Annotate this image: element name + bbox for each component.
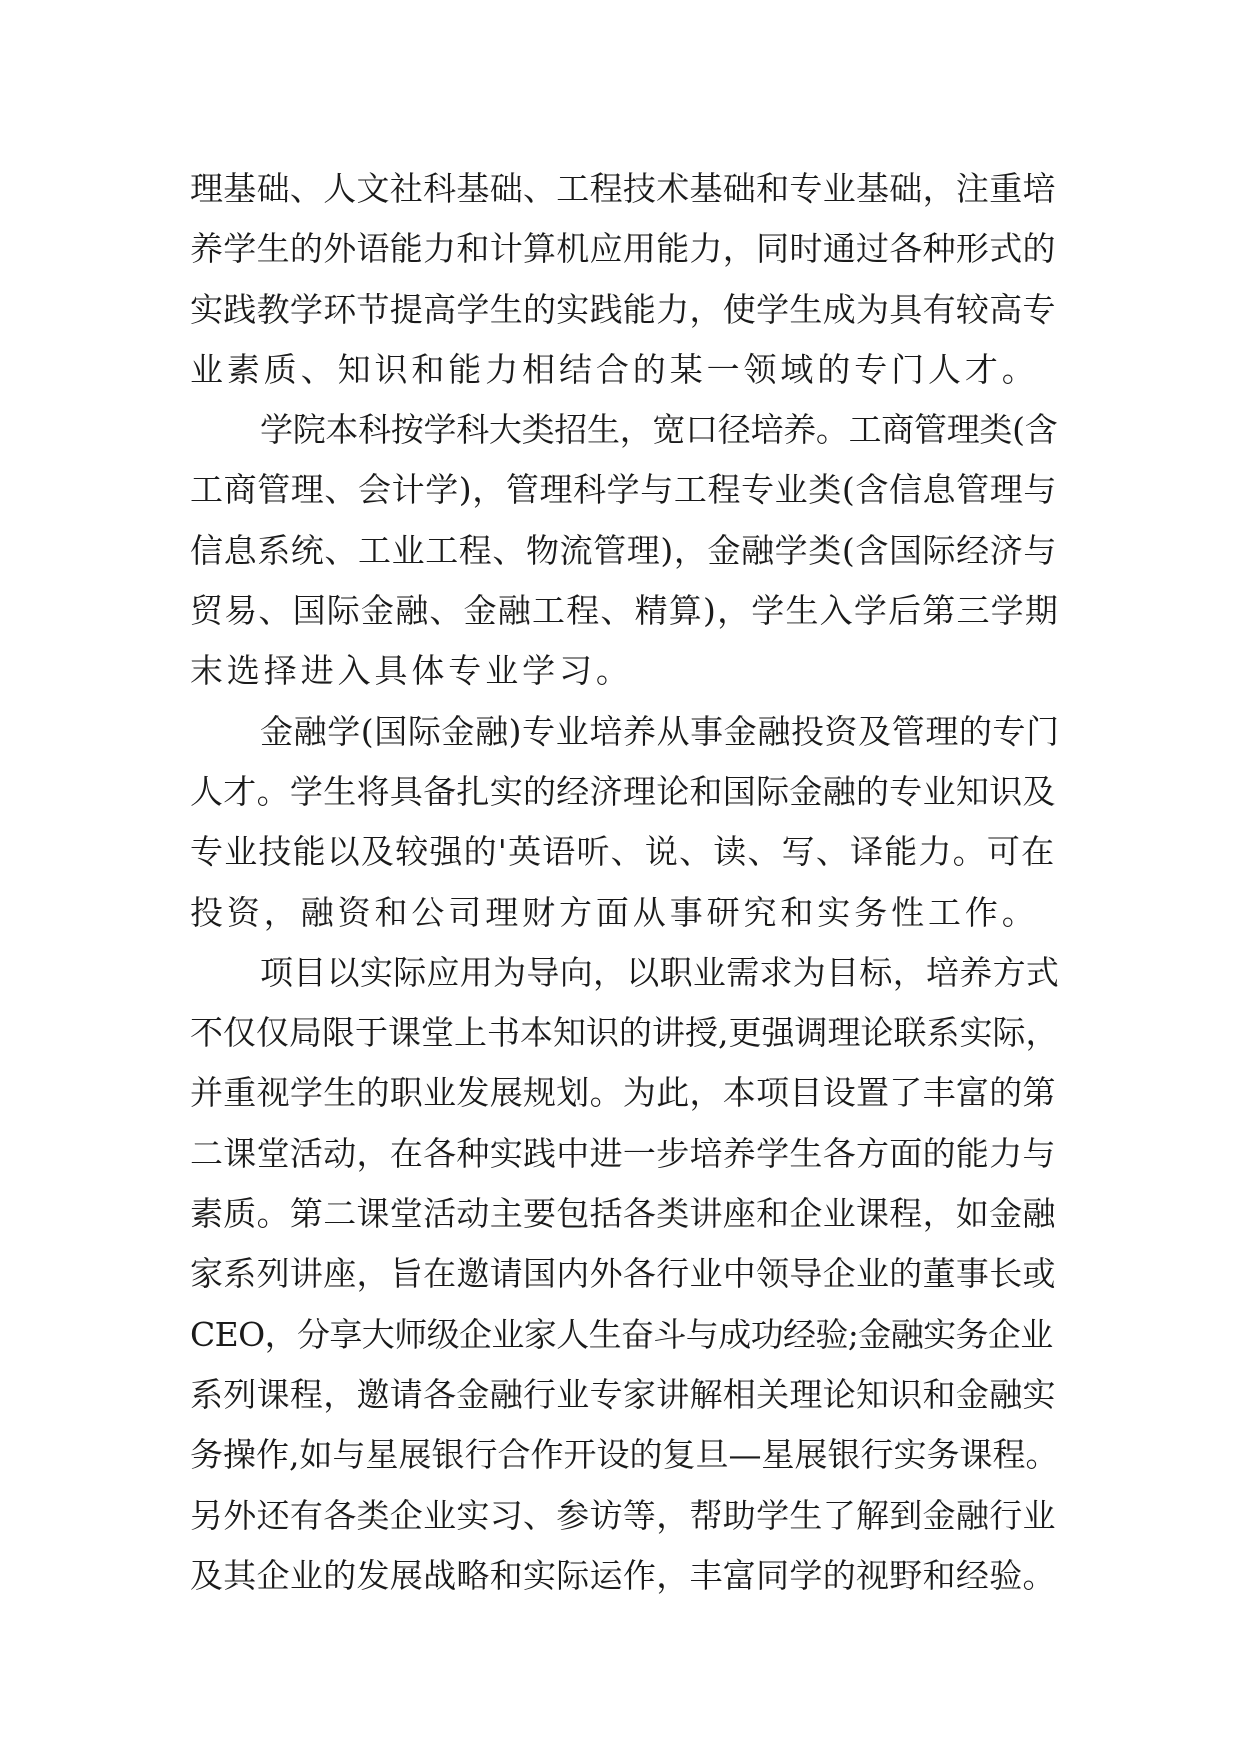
text-line: 务操作,如与星展银行合作开设的复旦—星展银行实务课程。	[190, 1435, 1059, 1475]
text-line: 并重视学生的职业发展规划。为此，本项目设置了丰富的第	[190, 1073, 1056, 1113]
text-line: 理基础、人文社科基础、工程技术基础和专业基础，注重培	[190, 169, 1056, 208]
text-line: 贸易、国际金融、金融工程、精算)，学生入学后第三学期	[190, 591, 1060, 631]
text-line: 投资，融资和公司理财方面从事研究和实务性工作。	[190, 892, 1039, 932]
paragraph-3	[190, 702, 1060, 943]
text-line: 另外还有各类企业实习、参访等，帮助学生了解到金融行业	[190, 1495, 1056, 1535]
text-line: 养学生的外语能力和计算机应用能力，同时通过各种形式的	[190, 229, 1056, 269]
text-line: 专业技能以及较强的'英语听、说、读、写、译能力。可在	[190, 832, 1056, 872]
document-body	[190, 159, 1060, 1606]
text-line: 二课堂活动，在各种实践中进一步培养学生各方面的能力与	[190, 1133, 1056, 1173]
text-line: CEO，分享大师级企业家人生奋斗与成功经验;金融实务企业	[190, 1314, 1053, 1354]
text-line: 人才。学生将具备扎实的经济理论和国际金融的专业知识及	[190, 771, 1056, 811]
text-line: 信息系统、工业工程、物流管理)，金融学类(含国际经济与	[190, 530, 1057, 570]
text-line: 学院本科按学科大类招生，宽口径培养。工商管理类(含	[260, 410, 1058, 450]
paragraph-4	[190, 943, 1060, 1606]
paragraph-1	[190, 159, 1060, 400]
text-line: 末选择进入具体专业学习。	[190, 651, 633, 691]
text-line: 项目以实际应用为导向，以职业需求为目标，培养方式	[260, 952, 1060, 992]
text-line: 家系列讲座，旨在邀请国内外各行业中领导企业的董事长或	[190, 1254, 1056, 1294]
text-line: 系列课程，邀请各金融行业专家讲解相关理论知识和金融实	[190, 1374, 1056, 1414]
text-line: 不仅仅局限于课堂上书本知识的讲授,更强调理论联系实际，	[190, 1013, 1059, 1053]
paragraph-2	[190, 400, 1060, 701]
text-line: 业素质、知识和能力相结合的某一领域的专门人才。	[190, 349, 1039, 389]
text-line: 金融学(国际金融)专业培养从事金融投资及管理的专门	[260, 711, 1060, 751]
text-line: 工商管理、会计学)，管理科学与工程专业类(含信息管理与	[190, 470, 1057, 510]
text-line: 实践教学环节提高学生的实践能力，使学生成为具有较高专	[190, 289, 1056, 329]
text-line: 及其企业的发展战略和实际运作，丰富同学的视野和经验。	[190, 1555, 1056, 1595]
text-line: 素质。第二课堂活动主要包括各类讲座和企业课程，如金融	[190, 1194, 1056, 1234]
